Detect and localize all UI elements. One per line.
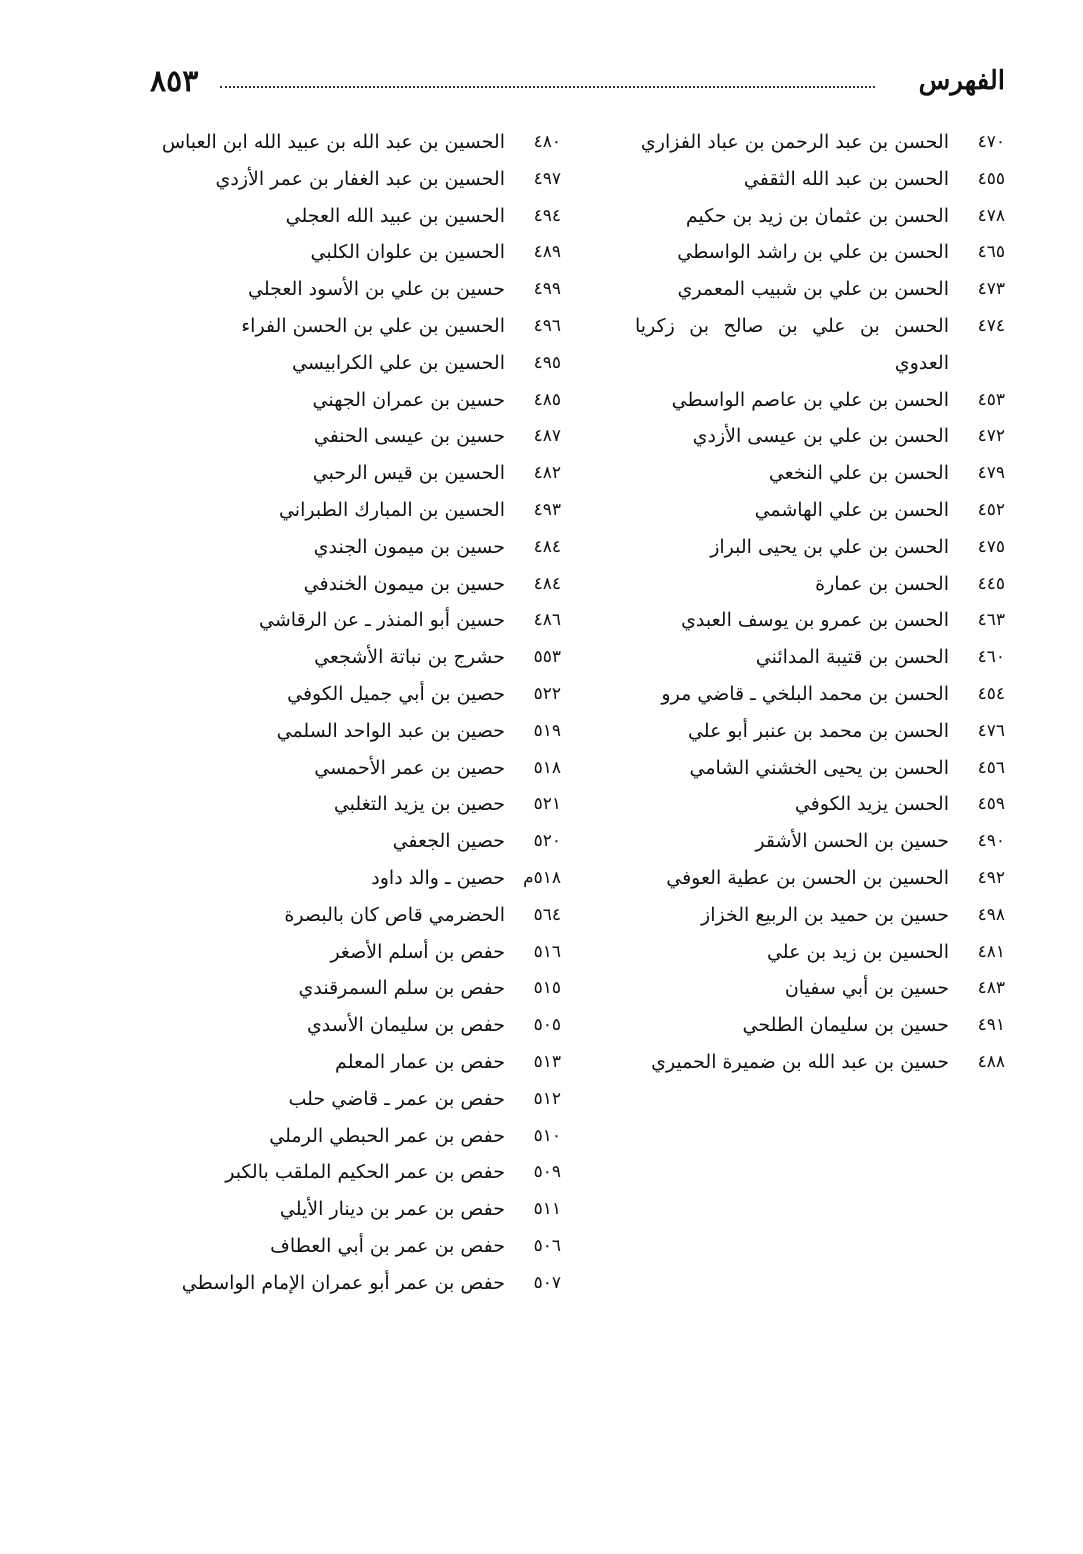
entry-name: حسين بن عيسى الحنفي	[313, 425, 505, 448]
entry-number: ٥٥٣	[533, 647, 561, 668]
index-entry	[156, 1228, 561, 1265]
index-entry	[635, 198, 1005, 235]
entry-number: ٥٠٦	[533, 1235, 561, 1256]
entry-number: ٥١٦	[533, 941, 561, 962]
entry-name: الحسين بن علي بن الحسن الفراء	[241, 314, 505, 337]
entry-name: حصين بن يزيد التغلبي	[333, 793, 505, 816]
entry-name: حفص بن سليمان الأسدي	[306, 1014, 505, 1037]
entry-name: حسين بن ميمون الجندي	[313, 535, 505, 558]
header-dotted-rule	[220, 86, 875, 88]
section-title: الفهرس	[918, 66, 1005, 96]
index-column-right	[635, 124, 1005, 1081]
index-entry	[156, 1044, 561, 1081]
index-entry	[156, 786, 561, 823]
index-entry	[635, 786, 1005, 823]
index-entry	[156, 750, 561, 787]
entry-name: الحسين بن قيس الرحبي	[312, 462, 505, 485]
index-entry	[156, 1265, 561, 1302]
entry-name: حسين بن عمران الجهني	[312, 388, 505, 411]
entry-number: ٥١٣	[533, 1051, 561, 1072]
entry-number: ٤٩٥	[533, 352, 561, 373]
entry-number: ٤٧٩	[977, 463, 1005, 484]
index-entry	[635, 823, 1005, 860]
entry-name: الحسن يزيد الكوفي	[794, 793, 949, 816]
entry-name: الحسين بن زيد بن علي	[766, 940, 949, 963]
entry-name: الحسين بن الحسن بن عطية العوفي	[666, 866, 949, 889]
entry-number: ٤٩٠	[977, 831, 1005, 852]
page-header	[150, 64, 1005, 108]
entry-name: حفص بن سلم السمرقندي	[298, 977, 505, 1000]
index-entry	[635, 418, 1005, 455]
index-entry	[156, 345, 561, 382]
index-entry	[635, 382, 1005, 419]
entry-name: الحسين بن المبارك الطبراني	[278, 498, 505, 521]
entry-name: الحسن بن محمد بن عنبر أبو علي	[687, 719, 949, 742]
entry-number: ٤٥٣	[977, 389, 1005, 410]
entry-number: ٤٨٣	[977, 978, 1005, 999]
index-entry	[635, 271, 1005, 308]
entry-number: ٤٩٤	[533, 205, 561, 226]
entry-name: حفص بن عمر الحكيم الملقب بالكبر	[225, 1161, 505, 1184]
entry-number: ٤٩٦	[533, 315, 561, 336]
index-entry	[635, 602, 1005, 639]
index-entry	[156, 124, 561, 161]
index-entry	[635, 1044, 1005, 1081]
index-entry	[156, 1191, 561, 1228]
entry-number: ٥٠٧	[533, 1272, 561, 1293]
index-entry	[156, 271, 561, 308]
entry-number: ٤٥٩	[977, 794, 1005, 815]
entry-number: ٥٢٢	[533, 683, 561, 704]
entry-number: ٤٩٣	[533, 499, 561, 520]
entry-number: ٤٨٠	[533, 132, 561, 152]
entry-name: حسين أبو المنذر ـ عن الرقاشي	[259, 609, 505, 632]
entry-number: ٤٦٥	[977, 242, 1005, 263]
entry-number: ٥١٨م	[523, 867, 561, 888]
entry-number: ٤٦٣	[977, 610, 1005, 631]
entry-number: ٤٨١	[977, 941, 1005, 962]
index-entry	[156, 308, 561, 345]
index-entry	[635, 970, 1005, 1007]
entry-name: حفص بن أسلم الأصغر	[330, 940, 505, 963]
entry-name: الحسن بن عمرو بن يوسف العبدي	[681, 609, 949, 632]
entry-name: الحسن بن علي الهاشمي	[754, 498, 949, 521]
entry-number: ٤٨٤	[533, 536, 561, 557]
entry-name: حصين بن أبي جميل الكوفي	[287, 682, 505, 705]
entry-name: حفص بن عمار المعلم	[335, 1050, 505, 1073]
index-entry	[156, 418, 561, 455]
index-entry	[156, 1007, 561, 1044]
entry-number: ٤٩٩	[533, 279, 561, 300]
entry-number: ٤٨٦	[533, 610, 561, 631]
entry-name: الحسن بن عبد الرحمن بن عباد الفزاري	[640, 131, 949, 153]
entry-number: ٤٨٥	[533, 389, 561, 410]
entry-name: حسين بن أبي سفيان	[784, 977, 949, 1000]
index-entry	[635, 897, 1005, 934]
entry-name: الحضرمي قاص كان بالبصرة	[284, 903, 505, 926]
index-entry	[156, 823, 561, 860]
entry-number: ٤٥٦	[977, 757, 1005, 778]
entry-number: ٤٨٢	[533, 463, 561, 484]
entry-name: الحسن بن علي بن يحيى البراز	[710, 535, 949, 558]
entry-number: ٥٢٠	[533, 831, 561, 852]
index-entry	[635, 308, 1005, 382]
index-entry	[156, 713, 561, 750]
index-entry	[635, 676, 1005, 713]
entry-name: حسين بن ميمون الخندفي	[303, 572, 505, 595]
entry-name: الحسين بن عبد الغفار بن عمر الأزدي	[215, 167, 505, 190]
index-entry	[156, 492, 561, 529]
entry-number: ٤٥٤	[977, 683, 1005, 704]
entry-number: ٥٢١	[533, 794, 561, 815]
entry-number: ٤٧٨	[977, 205, 1005, 226]
entry-name: الحسن بن عبد الله الثقفي	[743, 167, 949, 190]
index-entry	[635, 934, 1005, 971]
index-entry	[635, 492, 1005, 529]
entry-name: الحسين بن عبيد الله العجلي	[285, 204, 505, 227]
entry-name: حفص بن عمر بن دينار الأيلي	[279, 1198, 505, 1221]
entry-number: ٥١٨	[533, 757, 561, 778]
entry-name: الحسن بن عمارة	[815, 572, 949, 595]
entry-number: ٤٨٨	[977, 1051, 1005, 1072]
entry-name: الحسين بن علوان الكلبي	[310, 241, 505, 264]
index-entry	[156, 934, 561, 971]
index-entry	[635, 750, 1005, 787]
index-entry	[635, 639, 1005, 676]
entry-name: حسين بن سليمان الطلحي	[742, 1014, 949, 1037]
entry-name: الحسن بن علي بن راشد الواسطي	[677, 241, 949, 264]
index-entry	[156, 1081, 561, 1118]
index-entry	[635, 529, 1005, 566]
entry-name: حسين بن علي بن الأسود العجلي	[248, 278, 505, 301]
index-entry	[156, 639, 561, 676]
index-entry	[156, 1154, 561, 1191]
index-entry	[635, 161, 1005, 198]
entry-number: ٤٨٧	[533, 426, 561, 447]
entry-number: ٤٥٥	[977, 168, 1005, 189]
index-entry	[156, 234, 561, 271]
index-entry	[156, 529, 561, 566]
entry-number: ٥١٥	[533, 978, 561, 999]
entry-number: ٥١٩	[533, 720, 561, 741]
entry-name: الحسن بن محمد البلخي ـ قاضي مرو	[661, 682, 949, 705]
entry-number: ٥١١	[533, 1199, 561, 1220]
entry-name: الحسين بن علي الكرابيسي	[292, 351, 505, 374]
entry-number: ٤٩١	[977, 1015, 1005, 1036]
entry-name: حصين بن عبد الواحد السلمي	[276, 719, 505, 742]
entry-name: حصين الجعفي	[392, 830, 505, 853]
index-entry	[635, 124, 1005, 161]
entry-number: ٤٧٣	[977, 279, 1005, 300]
entry-number: ٥١٢	[533, 1088, 561, 1109]
entry-name: الحسن بن يحيى الخشني الشامي	[689, 756, 949, 779]
entry-number: ٥٠٩	[533, 1162, 561, 1183]
index-entry	[156, 897, 561, 934]
entry-number: ٤٨٤	[533, 573, 561, 594]
entry-name: حسين بن عبد الله بن ضميرة الحميري	[651, 1050, 949, 1073]
index-entry	[635, 1007, 1005, 1044]
entry-number: ٤٥٢	[977, 499, 1005, 520]
entry-name: الحسن بن علي النخعي	[768, 462, 949, 485]
entry-name: حشرج بن نباتة الأشجعي	[314, 646, 505, 669]
entry-name: الحسن بن علي بن شبيب المعمري	[677, 278, 949, 301]
entry-number: ٤٧٥	[977, 536, 1005, 557]
entry-name: الحسن بن قتيبة المدائني	[755, 646, 949, 669]
index-entry	[635, 860, 1005, 897]
index-entry	[156, 455, 561, 492]
entry-number: ٥٠٥	[533, 1015, 561, 1036]
index-entry	[156, 382, 561, 419]
index-column-left	[156, 124, 561, 1302]
entry-name: حصين ـ والد داود	[371, 866, 505, 889]
entry-name: الحسن بن علي بن عيسى الأزدي	[692, 425, 949, 448]
entry-number: ٤٧٦	[977, 720, 1005, 741]
entry-name: الحسين بن عبد الله بن عبيد الله ابن العباس	[161, 131, 505, 153]
entry-name: حفص بن عمر بن أبي العطاف	[270, 1234, 505, 1257]
entry-number: ٤٩٨	[977, 904, 1005, 925]
entry-name: الحسن بن عثمان بن زيد بن حكيم	[685, 204, 949, 227]
entry-name: حفص بن عمر أبو عمران الإمام الواسطي	[181, 1271, 505, 1294]
entry-number: ٥١٠	[533, 1125, 561, 1146]
index-entry	[635, 234, 1005, 271]
entry-number: ٤٦٠	[977, 647, 1005, 668]
entry-number: ٥٦٤	[533, 904, 561, 925]
entry-number: ٤٨٩	[533, 242, 561, 263]
index-entry	[635, 455, 1005, 492]
index-entry	[635, 566, 1005, 603]
entry-number: ٤٧٠	[977, 132, 1005, 152]
index-entry	[635, 713, 1005, 750]
entry-name: حفص بن عمر ـ قاضي حلب	[288, 1087, 505, 1110]
index-entry	[156, 161, 561, 198]
entry-name: حصين بن عمر الأحمسي	[314, 756, 505, 779]
page-number: ٨٥٣	[150, 64, 199, 99]
entry-name: حفص بن عمر الحبطي الرملي	[269, 1124, 505, 1147]
entry-number: ٤٩٧	[533, 168, 561, 189]
index-entry	[156, 860, 561, 897]
entry-name: حسين بن الحسن الأشقر	[755, 830, 949, 853]
entry-name: حسين بن حميد بن الربيع الخزاز	[701, 903, 949, 926]
entry-number: ٤٩٢	[977, 867, 1005, 888]
entry-number: ٤٧٢	[977, 426, 1005, 447]
entry-name: الحسن بن علي بن عاصم الواسطي	[671, 388, 949, 411]
index-entry	[156, 602, 561, 639]
entry-number: ٤٧٤	[977, 315, 1005, 336]
entry-name: الحسن بن علي بن صالح بن زكريا العدوي	[635, 314, 949, 374]
index-entry	[156, 676, 561, 713]
entry-number: ٤٤٥	[977, 573, 1005, 594]
index-entry	[156, 566, 561, 603]
index-entry	[156, 1118, 561, 1155]
index-entry	[156, 970, 561, 1007]
index-entry	[156, 198, 561, 235]
